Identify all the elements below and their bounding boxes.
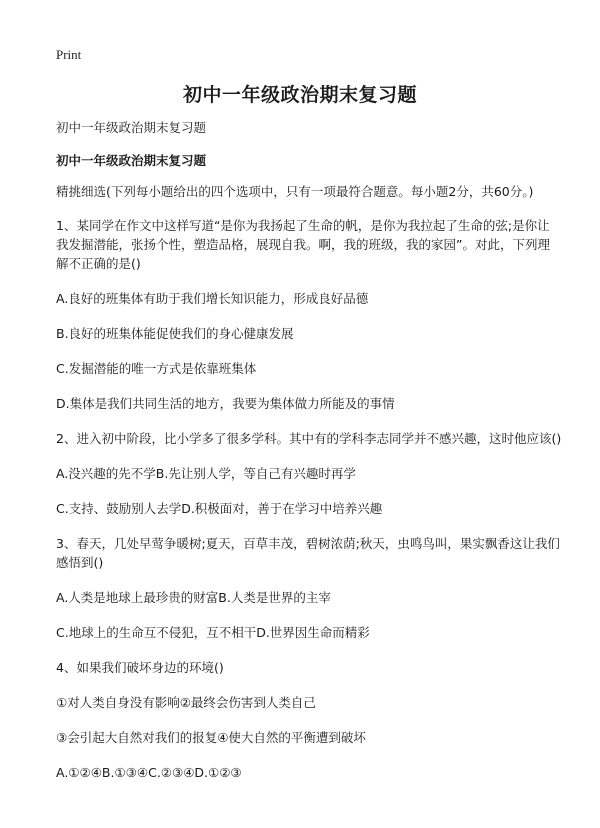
question-4-choices: A.①②④B.①③④C.②③④D.①②③ (56, 765, 242, 780)
question-4-statements-12: ①对人类自身没有影响②最终会伤害到人类自己 (56, 695, 316, 710)
question-2-options-cd: C.支持、鼓励别人去学D.积极面对，善于在学习中培养兴趣 (56, 501, 383, 516)
question-3-options-ab: A.人类是地球上最珍贵的财富B.人类是世界的主宰 (56, 590, 331, 605)
print-label[interactable]: Print (56, 47, 82, 62)
page-title: 初中一年级政治期末复习题 (182, 84, 417, 106)
subtitle: 初中一年级政治期末复习题 (56, 120, 207, 135)
section-title: 初中一年级政治期末复习题 (56, 153, 207, 168)
question-1-option-d: D.集体是我们共同生活的地方，我要为集体做力所能及的事情 (56, 396, 395, 411)
question-4-stem: 4、如果我们破坏身边的环境() (56, 660, 224, 675)
question-2-stem: 2、进入初中阶段，比小学多了很多学科。其中有的学科李志同学并不感兴趣，这时他应该() (56, 431, 562, 446)
question-4-statements-34: ③会引起大自然对我们的报复④使大自然的平衡遭到破坏 (56, 730, 366, 745)
document-content (56, 118, 562, 798)
question-3-stem: 3、春天，几处早莺争暖树;夏天，百草丰茂，碧树浓荫;秋天，虫鸣鸟叫，果实飘香这让我们感悟到() (56, 536, 560, 570)
instructions: 精挑细选(下列每小题给出的四个选项中，只有一项最符合题意。每小题2分，共60分。) (56, 184, 534, 199)
question-1-stem: 1、某同学在作文中这样写道“是你为我扬起了生命的帆，是你为我拉起了生命的弦;是你让我发掘潜能，张扬个性，塑造品格，展现自我。啊，我的班级，我的家园”。对此，下列理解不正确的是() (56, 218, 550, 271)
question-1-option-a: A.良好的班集体有助于我们增长知识能力，形成良好品德 (56, 291, 369, 306)
question-3-options-cd: C.地球上的生命互不侵犯，互不相干D.世界因生命而精彩 (56, 625, 370, 640)
question-2-options-ab: A.没兴趣的先不学B.先让别人学，等自己有兴趣时再学 (56, 466, 356, 481)
question-1-option-b: B.良好的班集体能促使我们的身心健康发展 (56, 326, 294, 341)
question-1-option-c: C.发掘潜能的唯一方式是依靠班集体 (56, 361, 257, 376)
